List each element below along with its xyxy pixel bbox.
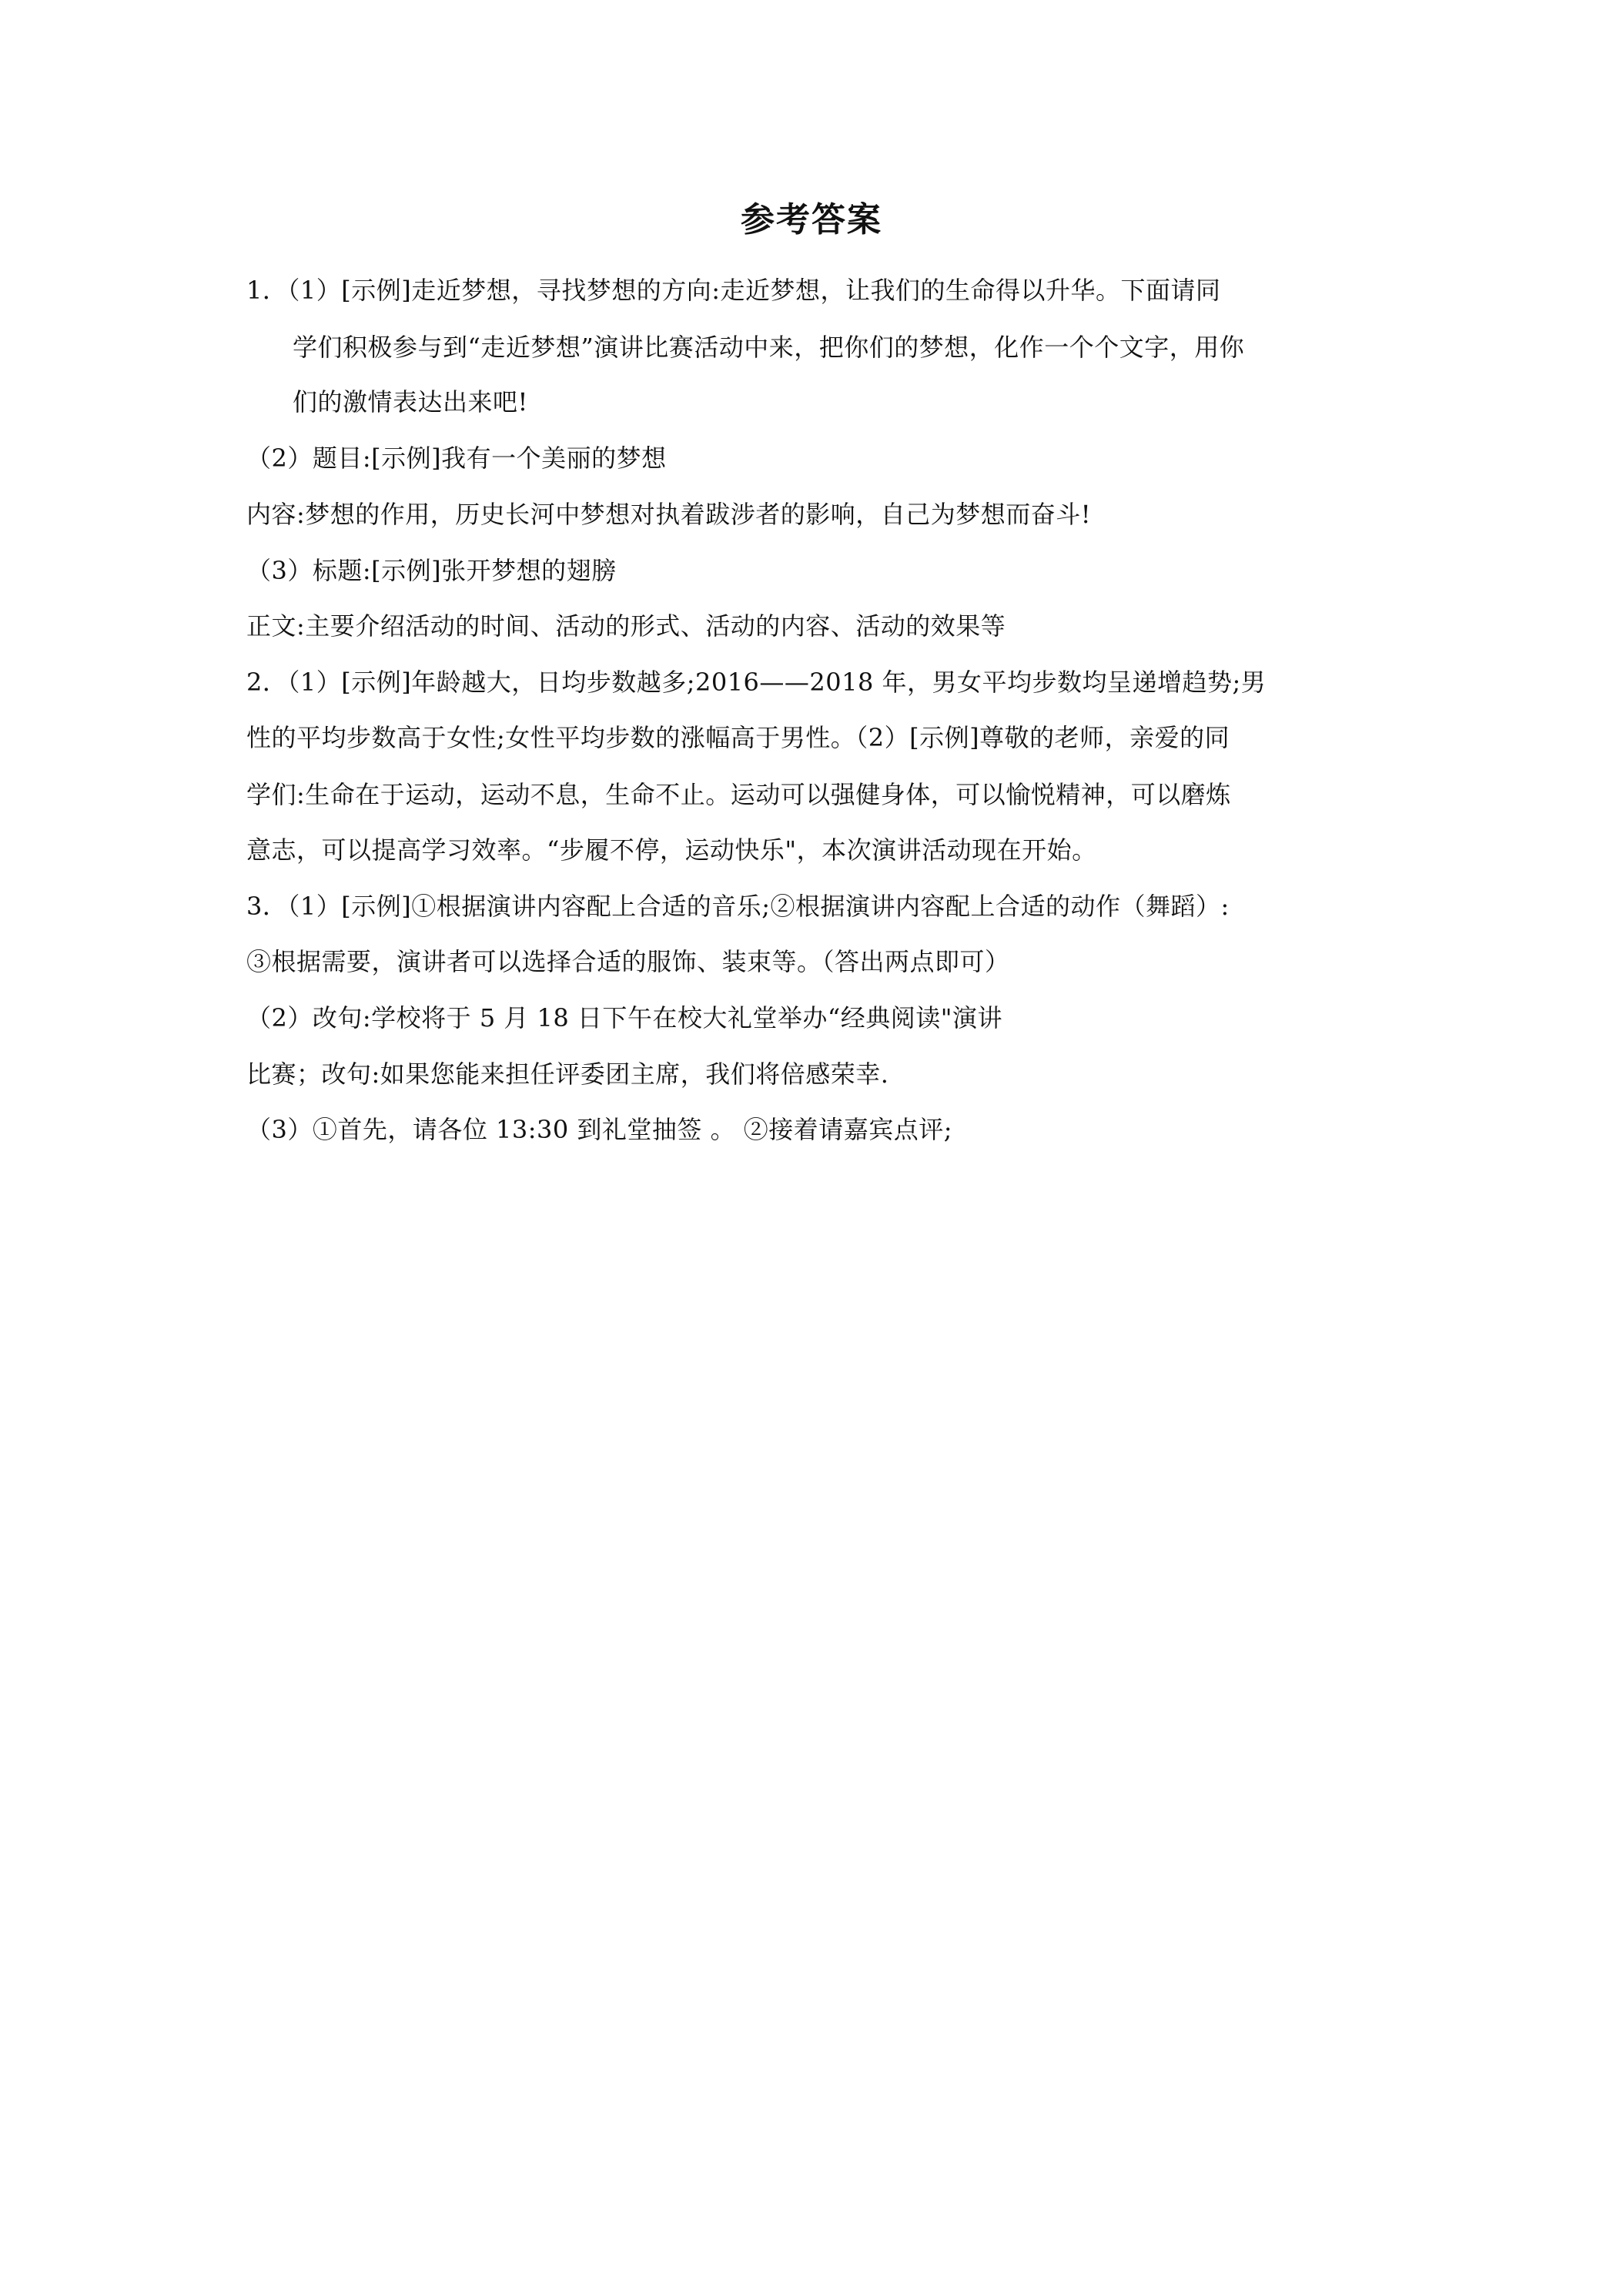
answer-1-line-1: 1．（1）[示例]走近梦想，寻找梦想的方向:走近梦想，让我们的生命得以升华。下面请同 bbox=[246, 276, 1221, 305]
answer-1-line-3: 们的激情表达出来吧! bbox=[293, 387, 528, 417]
answer-3-line-1: 3．（1）[示例]①根据演讲内容配上合适的音乐;②根据演讲内容配上合适的动作（舞蹈）: bbox=[246, 892, 1230, 921]
answer-3-part-2-line-2: 比赛；改句:如果您能来担任评委团主席，我们将倍感荣幸. bbox=[246, 1059, 889, 1089]
answer-2-line-3: 学们:生命在于运动，运动不息，生命不止。运动可以强健身体，可以愉悦精神，可以磨炼 bbox=[246, 780, 1231, 809]
answer-2-line-2: 性的平均步数高于女性;女性平均步数的涨幅高于男性。（2）[示例]尊敬的老师，亲爱的同 bbox=[246, 723, 1230, 752]
answer-2-line-4: 意志，可以提高学习效率。“步履不停，运动快乐"，本次演讲活动现在开始。 bbox=[246, 835, 1097, 865]
answer-1-part-2-title: （2）题目:[示例]我有一个美丽的梦想 bbox=[246, 443, 667, 473]
answer-1-part-3-title: （3）标题:[示例]张开梦想的翅膀 bbox=[246, 556, 617, 585]
answer-2-line-1: 2．（1）[示例]年龄越大，日均步数越多;2016——2018 年，男女平均步数均呈递增趋势;男 bbox=[246, 668, 1267, 697]
answer-1-line-2: 学们积极参与到“走近梦想”演讲比赛活动中来，把你们的梦想，化作一个个文字，用你 bbox=[293, 333, 1245, 362]
answer-3-part-2-line-1: （2）改句:学校将于 5 月 18 日下午在校大礼堂举办“经典阅读"演讲 bbox=[246, 1003, 1002, 1033]
answer-3-line-2: ③根据需要，演讲者可以选择合适的服饰、装束等。（答出两点即可） bbox=[246, 947, 1010, 976]
page-title: 参考答案 bbox=[741, 200, 882, 239]
answer-3-part-3: （3）①首先，请各位 13:30 到礼堂抽签 。 ②接着请嘉宾点评; bbox=[246, 1115, 953, 1144]
answer-1-part-2-content: 内容:梦想的作用，历史长河中梦想对执着跋涉者的影响，自己为梦想而奋斗! bbox=[246, 500, 1092, 529]
answer-1-part-3-body: 正文:主要介绍活动的时间、活动的形式、活动的内容、活动的效果等 bbox=[246, 611, 1006, 641]
